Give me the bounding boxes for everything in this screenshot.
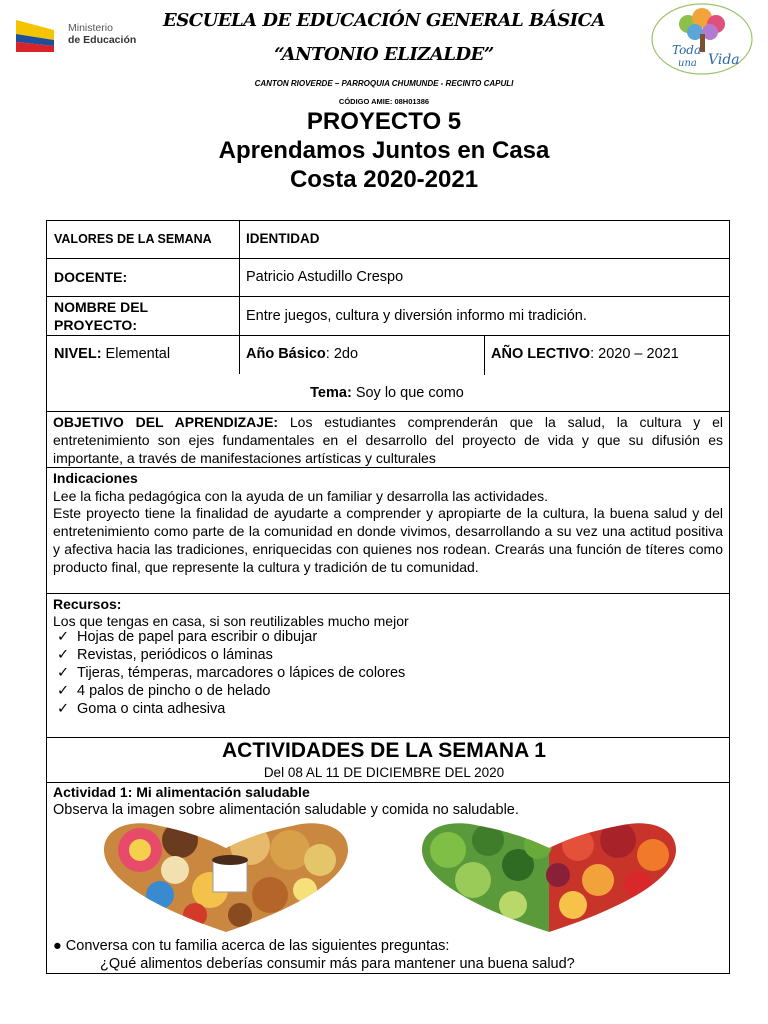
check-icon: ✓ [57, 647, 70, 663]
nivel-cell: NIVEL: Elemental [54, 346, 171, 362]
check-icon: ✓ [57, 665, 70, 681]
conversa-bullet: ● Conversa con tu familia acerca de las siguientes preguntas: [53, 938, 450, 954]
objetivo-text: OBJETIVO DEL APRENDIZAJE: Los estudiantes comprenderán que la salud, la cultura y el entretenimiento son ejes fundamentales en el desarrollo del proyecto de vida y que su difusión es importante, a través de manifestaciones artísticas y culturales [53, 414, 723, 466]
proyecto-label-2: PROYECTO: [54, 317, 137, 333]
check-icon: ✓ [57, 683, 70, 699]
school-name-line1: ESCUELA DE EDUCACIÓN GENERAL BÁSICA [163, 10, 605, 31]
actividad1-title: Actividad 1: Mi alimentación saludable [53, 784, 310, 800]
project-subtitle: Aprendamos Juntos en Casa [218, 137, 550, 164]
project-title: PROYECTO 5 [306, 108, 462, 135]
proyecto-value: Entre juegos, cultura y diversión informo mi tradición. [246, 308, 587, 324]
check-icon: ✓ [57, 701, 70, 717]
ministry-line1: Ministerio [68, 22, 113, 34]
list-item: ✓ 4 palos de pincho o de helado [57, 683, 271, 699]
list-item: ✓ Goma o cinta adhesiva [57, 701, 226, 717]
logo-text-3: Vida [708, 52, 740, 68]
list-item: ✓ Hojas de papel para escribir o dibujar [57, 629, 318, 645]
docente-label: DOCENTE: [54, 269, 128, 285]
project-period: Costa 2020-2021 [289, 166, 479, 193]
anio-cell: Año Básico: 2do [246, 346, 359, 362]
indicaciones-label: Indicaciones [53, 470, 138, 486]
list-item: ✓ Revistas, periódicos o láminas [57, 647, 273, 663]
list-item: ✓ Tijeras, témperas, marcadores o lápices de colores [57, 665, 406, 681]
actividades-title: ACTIVIDADES DE LA SEMANA 1 [222, 739, 546, 762]
indicaciones-text: Este proyecto tiene la finalidad de ayudarte a comprender y apropiarte de la cultura, la buena salud y del entretenimiento como parte de la comunidad en donde vivimos, desarrollando a su vez una actitud positiva y afectiva hacia las tradiciones, enriquecidas con quienes nos rodean. Crearás una función de títeres como producto final, que represente la cultura y tradición de tu comunidad. [53, 505, 723, 575]
actividades-date: Del 08 AL 11 DE DICIEMBRE DEL 2020 [263, 765, 505, 780]
recursos-intro: Los que tengas en casa, si son reutilizables mucho mejor [53, 613, 409, 629]
healthy-food-heart-image [418, 820, 680, 935]
proyecto-label-1: NOMBRE DEL [54, 299, 149, 315]
valores-label: VALORES DE LA SEMANA [54, 232, 212, 246]
recursos-label: Recursos: [53, 596, 122, 612]
amie-code: CÓDIGO AMIE: 08H01386 [338, 97, 430, 106]
valores-value: IDENTIDAD [246, 231, 320, 246]
actividad1-text: Observa la imagen sobre alimentación saludable y comida no saludable. [53, 802, 519, 818]
tema-cell: Tema: Soy lo que como [310, 385, 464, 401]
lectivo-cell: AÑO LECTIVO: 2020 – 2021 [491, 346, 679, 362]
unhealthy-food-heart-image [100, 820, 352, 935]
ministry-line2: de Educación [68, 34, 137, 46]
toda-una-vida-logo [650, 2, 754, 76]
logo-text-1: Toda [672, 43, 702, 57]
logo-text-2: una [678, 58, 697, 69]
school-name-line2: “ANTONIO ELIZALDE” [274, 44, 494, 65]
canton-line: CANTON RIOVERDE – PARROQUIA CHUMUNDE - RECINTO CAPULI [254, 79, 514, 88]
indicaciones-line1: Lee la ficha pedagógica con la ayuda de un familiar y desarrolla las actividades. [53, 488, 548, 504]
check-icon: ✓ [57, 629, 70, 645]
recursos-list [57, 628, 405, 718]
question-text: ¿Qué alimentos deberías consumir más para mantener una buena salud? [100, 956, 575, 972]
docente-value: Patricio Astudillo Crespo [246, 269, 404, 285]
